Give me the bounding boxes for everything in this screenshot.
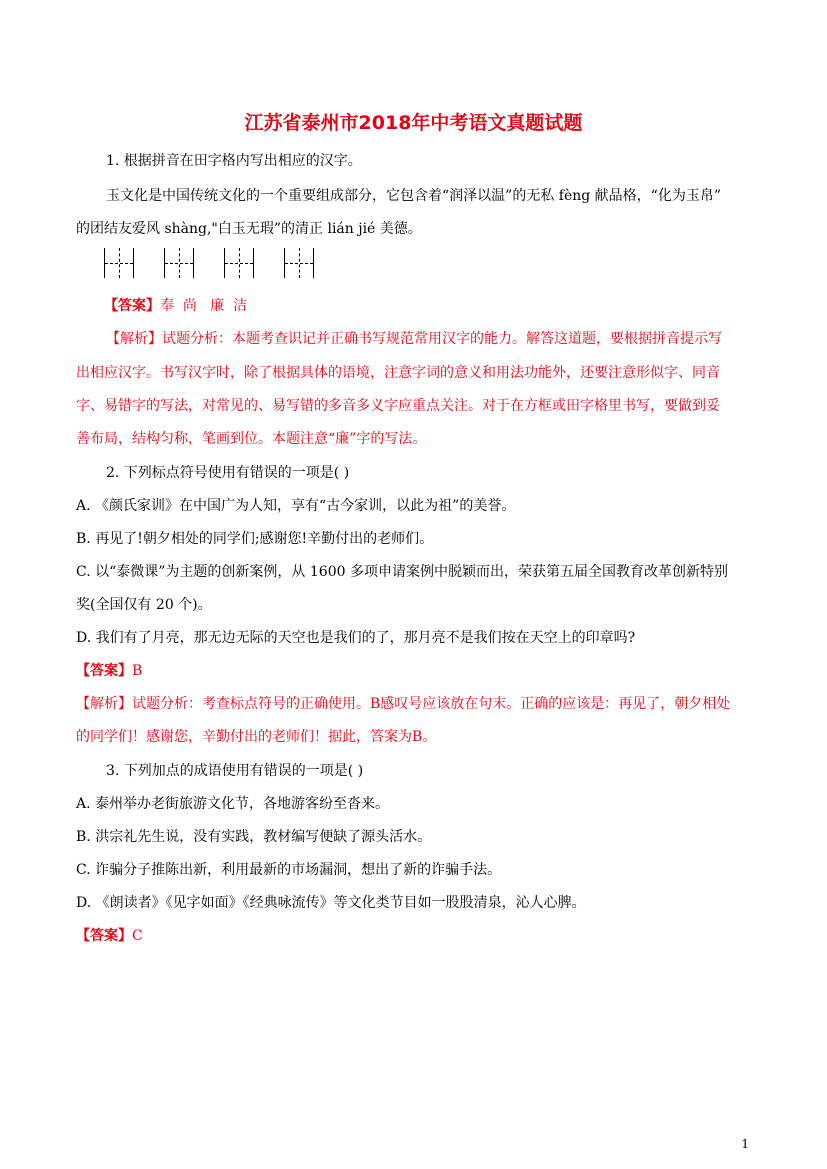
q3-option-d: D. 《朗读者》《见字如面》《经典咏流传》等文化类节目如一股股清泉，沁人心脾。 (76, 895, 586, 911)
q1-analysis-line1: 【解析】试题分析：本题考查识记并正确书写规范常用汉字的能力。解答这道题，要根据拼音提示写 (106, 331, 722, 347)
answer-text: B (132, 663, 143, 679)
answer-text: C (132, 928, 143, 944)
tianzige-box (284, 248, 314, 278)
q2-option-a: A. 《颜氏家训》在中国广为人知，享有“古今家训，以此为祖”的美誉。 (76, 498, 516, 514)
q1-passage-line2: 的团结友爱风 shàng,"白玉无瑕”的清正 lián jié 美德。 (76, 221, 422, 237)
tianzige-box (224, 248, 254, 278)
q2-option-c-line2: 奖(全国仅有 20 个)。 (76, 597, 212, 613)
q2-option-d: D. 我们有了月亮，那无边无际的天空也是我们的了，那月亮不是我们按在天空上的印章吗? (76, 630, 636, 646)
q3-option-c: C. 诈骗分子推陈出新，利用最新的市场漏洞，想出了新的诈骗手法。 (76, 862, 502, 878)
q2-analysis-line1: 【解析】试题分析：考查标点符号的正确使用。B感叹号应该放在句末。正确的应该是：再见了，朝夕相处 (76, 696, 731, 712)
q3-option-b: B. 洪宗礼先生说，没有实践，教材编写便缺了源头活水。 (76, 829, 432, 845)
answer-label: 【答案】 (76, 663, 132, 679)
q2-option-c-line1: C. 以“泰微课”为主题的创新案例，从 1600 多项申请案例中脱颖而出，荣获第五届全国教育改革创新特别 (76, 564, 728, 580)
answer-label: 【答案】 (104, 298, 160, 314)
q2-question: 2. 下列标点符号使用有错误的一项是( ) (106, 465, 350, 481)
page-number: 1 (741, 1137, 749, 1151)
tianzige-box (104, 248, 134, 278)
q1-analysis-line2: 出相应汉字。书写汉字时，除了根据具体的语境，注意字词的意义和用法功能外，还要注意形似字、同音 (76, 365, 720, 381)
q3-answer (76, 925, 143, 945)
q2-analysis-line2: 的同学们！感谢您，辛勤付出的老师们！据此，答案为B。 (76, 729, 437, 745)
page-title: 江苏省泰州市2018年中考语文真题试题 (244, 112, 583, 134)
q1-analysis-line4: 善布局，结构匀称，笔画到位。本题注意“廉”字的写法。 (76, 431, 427, 447)
tianzige-box (164, 248, 194, 278)
q1-passage-line1: 玉文化是中国传统文化的一个重要组成部分，它包含着“润泽以温”的无私 fèng 献品格，“化为玉帛” (106, 188, 721, 204)
q1-answer (104, 295, 247, 315)
q3-question: 3. 下列加点的成语使用有错误的一项是( ) (106, 763, 364, 779)
q3-option-a: A. 泰州举办老街旅游文化节，各地游客纷至沓来。 (76, 796, 390, 812)
q1-analysis-line3: 字、易错字的写法，对常见的、易写错的多音多义字应重点关注。对于在方框或田字格里书写，要做到妥 (76, 398, 720, 414)
answer-label: 【答案】 (76, 928, 132, 944)
q2-answer (76, 660, 142, 680)
q1-question: 1. 根据拼音在田字格内写出相应的汉字。 (106, 153, 362, 169)
answer-text: 奉 尚 廉 洁 (160, 298, 248, 314)
q2-option-b: B. 再见了!朝夕相处的同学们;感谢您!辛勤付出的老师们。 (76, 531, 434, 547)
